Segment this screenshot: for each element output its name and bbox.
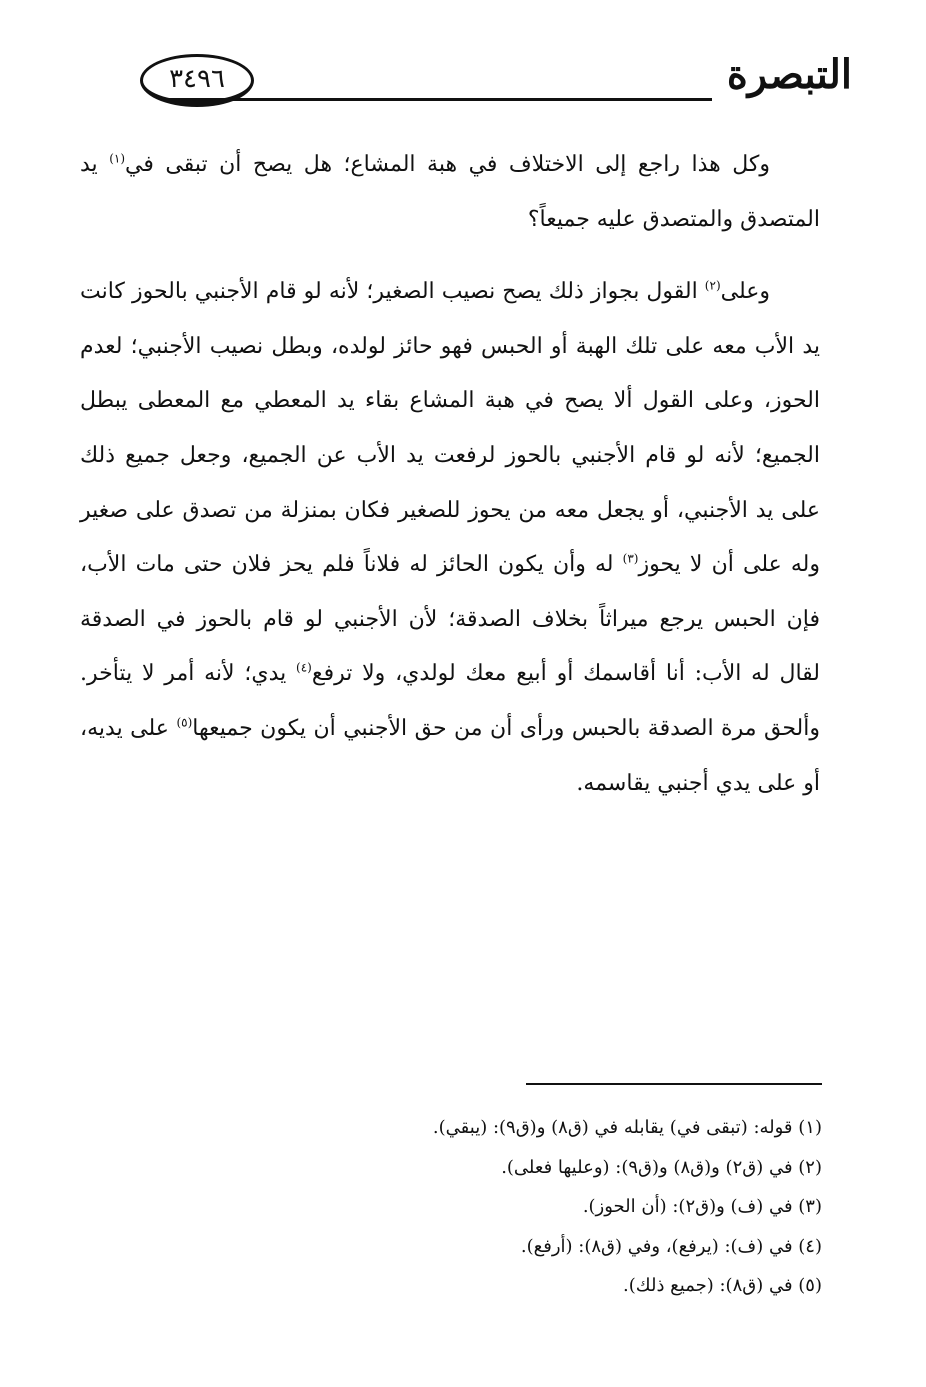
- footnote-1: (١) قوله: (تبقى في) يقابله في (ق٨) و(ق٩): (يبقي).: [432, 1117, 822, 1138]
- page-header: [76, 44, 852, 114]
- paragraph-2-text-part-2: القول بجواز ذلك يصح نصيب الصغير؛ لأنه لو قام الأجنبي بالحوز كانت يد الأب معه على تلك الهبة أو الحبس فهو حائز لولده، وبطل نصيب الأجنبي؛ لعدم الحوز، وعلى القول ألا يصح في هبة المشاع بقاء يد المعطي مع المعطى يبطل الجميع؛ لأنه لو قام الأجنبي بالحوز لرفعت يد الأب عن الجميع، وجعل جميع ذلك على يد الأجنبي، أو يجعل معه من يحوز للصغير فكان بمنزلة من تصدق على صغير وله على أن لا يحوز: [80, 279, 820, 578]
- footnote-separator: [526, 1083, 822, 1085]
- paragraph-1: [80, 138, 820, 247]
- paragraph-1-text-part-1: وكل هذا راجع إلى الاختلاف في هبة المشاع؛ هل يصح أن تبقى في: [125, 152, 770, 177]
- paragraph-2-text-part-3: له وأن يكون الحائز له فلاناً فلم يحز فلان حتى مات الأب، فإن الحبس يرجع ميراثاً بخلاف الصدقة؛ لأن الأجنبي لو قام بالحوز في الصدقة لقال له الأب: أنا أقاسمك أو أبيع معك لولدي، ولا ترفع: [80, 552, 820, 687]
- header-rule: [168, 98, 712, 101]
- paragraph-2-text-part-1: وعلى: [720, 279, 770, 305]
- footnote-marker-3: (٣): [622, 551, 639, 566]
- footnote-marker-5: (٥): [176, 715, 193, 730]
- footnote-marker-4: (٤): [296, 661, 312, 676]
- footnote-marker-2: (٢): [704, 278, 721, 293]
- book-title: التبصرة: [726, 51, 852, 98]
- page-number-badge: ٣٤٩٦: [140, 54, 254, 107]
- paragraph-2: [80, 265, 820, 811]
- footnote-3: (٣) في (ف) و(ق٢): (أن الحوز).: [582, 1196, 822, 1217]
- footnote-marker-1: (١): [109, 151, 126, 166]
- main-text: [80, 138, 820, 829]
- footnote-2: (٢) في (ق٢) و(ق٨) و(ق٩): (وعليها فعلى).: [501, 1156, 822, 1178]
- footnote-4: (٤) في (ف): (يرفع)، وفي (ق٨): (أرفع).: [520, 1235, 822, 1257]
- paragraph-2-text-part-5: على يديه، أو على يدي أجنبي يقاسمه.: [80, 715, 820, 796]
- paragraph-2-text-part-4: يدي؛ لأنه أمر لا يتأخر. وألحق مرة الصدقة بالحبس ورأى أن من حق الأجنبي أن يكون جميعها: [80, 661, 820, 741]
- paragraph-1-text-part-2: يد المتصدق والمتصدق عليه جميعاً؟: [80, 152, 820, 232]
- footnotes-section: [102, 1108, 822, 1306]
- footnote-5: (٥) في (ق٨): (جميع ذلك).: [623, 1275, 822, 1296]
